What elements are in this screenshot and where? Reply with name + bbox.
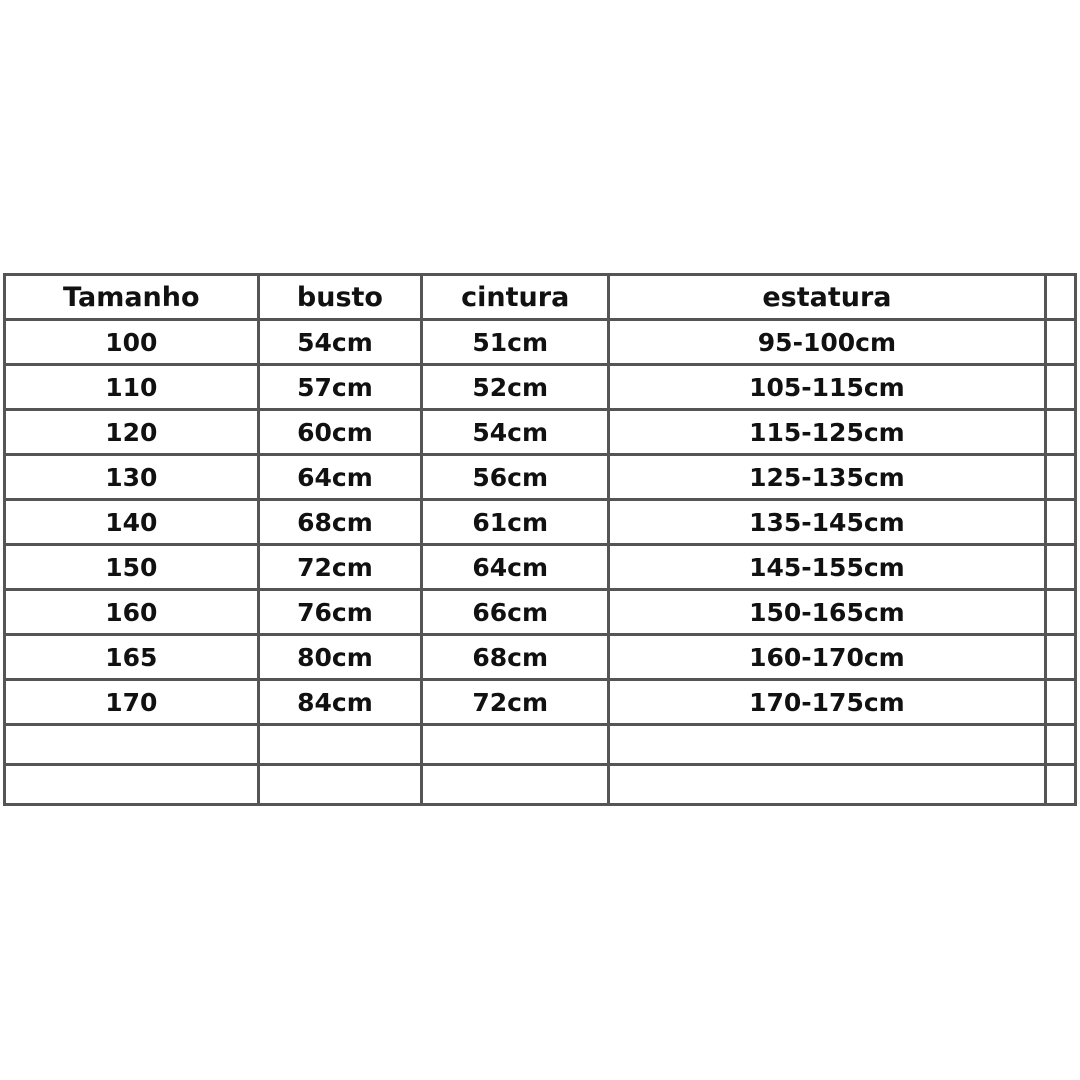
height-cell: 160-170cm — [609, 635, 1045, 680]
extra-cell — [1045, 500, 1075, 545]
table-row — [5, 680, 1076, 725]
bust-cell: 80cm — [258, 635, 422, 680]
empty-cell — [5, 725, 259, 765]
bust-cell: 64cm — [258, 455, 422, 500]
table-row — [5, 500, 1076, 545]
empty-table-row — [5, 765, 1076, 805]
height-cell: 170-175cm — [609, 680, 1045, 725]
size-cell: 100 — [5, 320, 259, 365]
bust-cell: 60cm — [258, 410, 422, 455]
extra-cell — [1045, 410, 1075, 455]
waist-cell: 52cm — [422, 365, 609, 410]
empty-cell — [422, 765, 609, 805]
waist-cell: 51cm — [422, 320, 609, 365]
bust-cell: 76cm — [258, 590, 422, 635]
size-cell: 120 — [5, 410, 259, 455]
size-cell: 165 — [5, 635, 259, 680]
waist-cell: 64cm — [422, 545, 609, 590]
size-cell: 130 — [5, 455, 259, 500]
bust-cell: 84cm — [258, 680, 422, 725]
size-cell: 140 — [5, 500, 259, 545]
empty-cell — [1045, 765, 1075, 805]
waist-cell: 56cm — [422, 455, 609, 500]
header-extra — [1045, 275, 1075, 320]
size-chart-table — [3, 273, 1077, 806]
extra-cell — [1045, 545, 1075, 590]
extra-cell — [1045, 635, 1075, 680]
bust-cell: 68cm — [258, 500, 422, 545]
table-row — [5, 410, 1076, 455]
waist-cell: 54cm — [422, 410, 609, 455]
height-cell: 125-135cm — [609, 455, 1045, 500]
table-row — [5, 590, 1076, 635]
height-cell: 105-115cm — [609, 365, 1045, 410]
waist-cell: 66cm — [422, 590, 609, 635]
height-cell: 145-155cm — [609, 545, 1045, 590]
empty-table-row — [5, 725, 1076, 765]
empty-cell — [609, 725, 1045, 765]
waist-cell: 68cm — [422, 635, 609, 680]
header-bust: busto — [258, 275, 422, 320]
header-size: Tamanho — [5, 275, 259, 320]
table-header-row — [5, 275, 1076, 320]
empty-cell — [258, 725, 422, 765]
extra-cell — [1045, 320, 1075, 365]
waist-cell: 72cm — [422, 680, 609, 725]
height-cell: 150-165cm — [609, 590, 1045, 635]
header-waist: cintura — [422, 275, 609, 320]
empty-cell — [5, 765, 259, 805]
table-row — [5, 320, 1076, 365]
empty-cell — [1045, 725, 1075, 765]
table-row — [5, 635, 1076, 680]
extra-cell — [1045, 365, 1075, 410]
bust-cell: 72cm — [258, 545, 422, 590]
table-row — [5, 455, 1076, 500]
extra-cell — [1045, 590, 1075, 635]
bust-cell: 57cm — [258, 365, 422, 410]
height-cell: 135-145cm — [609, 500, 1045, 545]
table-row — [5, 365, 1076, 410]
empty-cell — [422, 725, 609, 765]
table-body — [5, 320, 1076, 805]
table-row — [5, 545, 1076, 590]
size-cell: 170 — [5, 680, 259, 725]
height-cell: 115-125cm — [609, 410, 1045, 455]
waist-cell: 61cm — [422, 500, 609, 545]
extra-cell — [1045, 680, 1075, 725]
height-cell: 95-100cm — [609, 320, 1045, 365]
size-cell: 150 — [5, 545, 259, 590]
header-height: estatura — [609, 275, 1045, 320]
empty-cell — [609, 765, 1045, 805]
empty-cell — [258, 765, 422, 805]
bust-cell: 54cm — [258, 320, 422, 365]
size-cell: 110 — [5, 365, 259, 410]
size-cell: 160 — [5, 590, 259, 635]
extra-cell — [1045, 455, 1075, 500]
